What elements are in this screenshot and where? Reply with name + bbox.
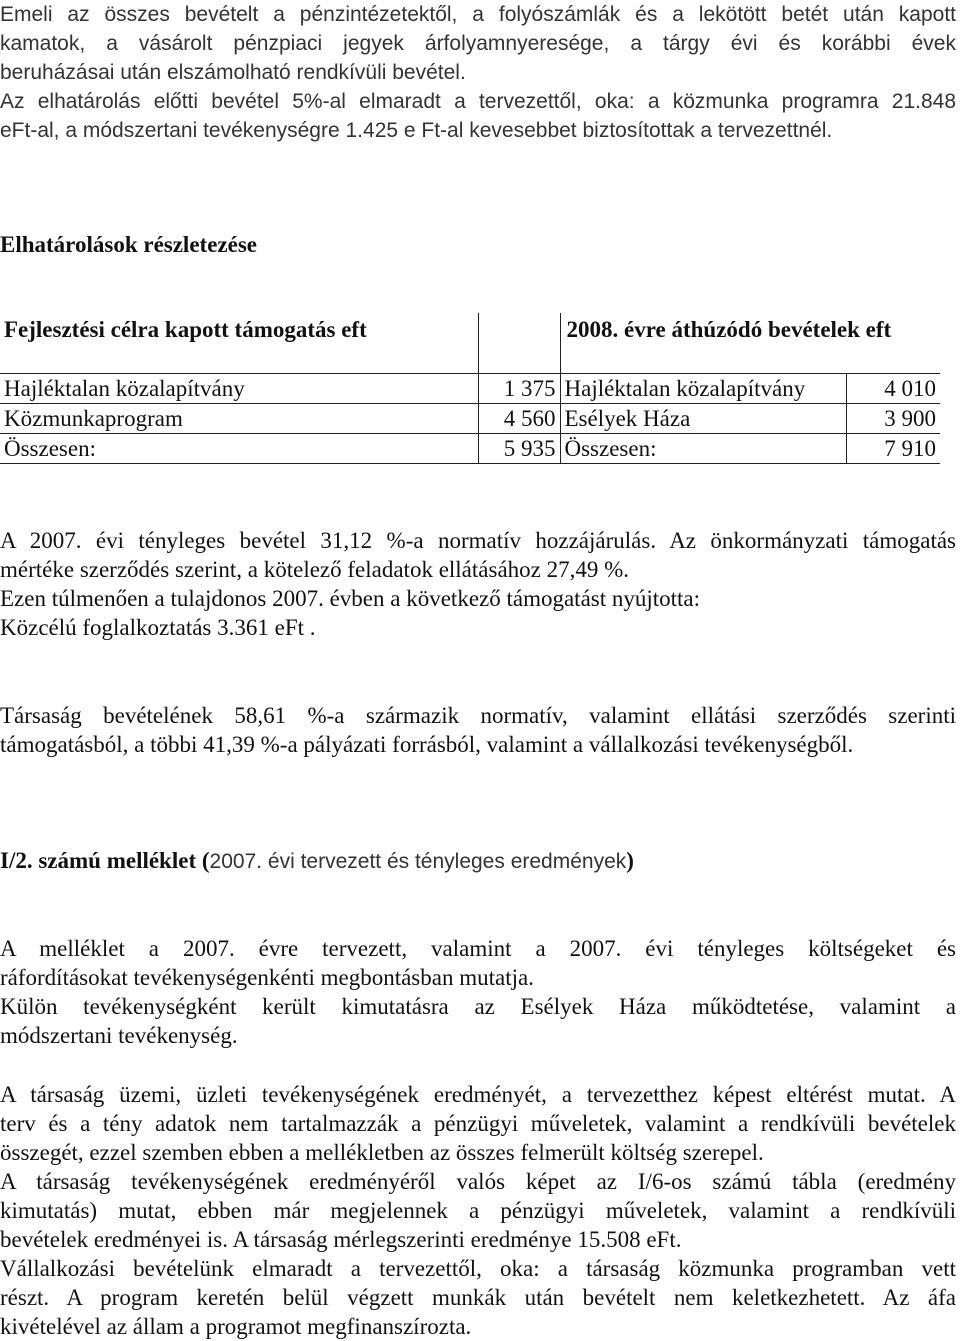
text-line: kimutatás) mutat, ebben már megjelennek a pénzügyi műveletek, valamint a rendkívüli [0,1198,956,1223]
text-line: mértéke szerződés szerint, a kötelező feladatok ellátásához 27,49 %. [0,557,630,582]
text-line: A társaság tevékenységének eredményéről valós képet az I/6-os számú tábla (eredmény [0,1169,956,1194]
right-header: 2008. évre áthúzódó bevételek eft [566,317,892,342]
left-header-cell [0,313,478,374]
right-label: Hajléktalan közalapítvány [560,374,846,404]
right-value: 7 910 [846,434,940,464]
table-row [0,404,940,434]
left-header: Fejlesztési célra kapott támogatás eft [4,317,367,342]
text-line: Vállalkozási bevételünk elmaradt a tervezettől, oka: a társaság közmunka programban vett [0,1256,956,1281]
paragraph-revenue-share [0,701,956,759]
table-row [0,374,940,404]
section-title-text: Elhatárolások részletezése [0,232,257,257]
text-line: ráfordításokat tevékenységenkénti megbontásban mutatja. [0,965,534,990]
right-label: Összesen: [560,434,846,464]
right-value: 3 900 [846,404,940,434]
text-line: módszertani tevékenység. [0,1023,238,1048]
intro-line: eFt-al, a módszertani tevékenységre 1.425 e Ft-al kevesebbet biztosítottak a tervezettnél. [0,119,833,142]
paragraph-2007 [0,526,956,642]
annex-heading-bold: I/2. számú melléklet ( [0,848,210,873]
text-line: A 2007. évi tényleges bevétel 31,12 %-a normatív hozzájárulás. Az önkormányzati támogatás [0,528,956,553]
left-header-value-cell [478,313,560,374]
text-line: Közcélú foglalkoztatás 3.361 eFt . [0,615,316,640]
text-line: A társaság üzemi, üzleti tevékenységének eredményét, a tervezetthez képest eltérést mutat. A [0,1082,956,1107]
left-value: 1 375 [478,374,560,404]
left-label: Összesen: [0,434,478,464]
text-line: A melléklet a 2007. évre tervezett, valamint a 2007. évi tényleges költségeket és [0,936,956,961]
section-title [0,230,956,259]
annex-heading-normal: 2007. évi tervezett és tényleges eredmények [209,850,627,873]
annex-heading-close: ) [626,848,634,873]
left-value: 4 560 [478,404,560,434]
paragraph-results [0,1080,956,1341]
text-line: Ezen túlmenően a tulajdonos 2007. évben a következő támogatást nyújtotta: [0,586,701,611]
text-line: terv és a tény adatok nem tartalmazzák a pénzügyi műveletek, valamint a rendkívüli bevételek [0,1111,956,1136]
text-line: támogatásból, a többi 41,39 %-a pályázati forrásból, valamint a vállalkozási tevékenységből. [0,732,854,757]
left-label: Hajléktalan közalapítvány [0,374,478,404]
text-line: bevételek eredményei is. A társaság mérlegszerinti eredménye 15.508 eFt. [0,1227,682,1252]
intro-line: kamatok, a vásárolt pénzpiaci jegyek árfolyamnyeresége, a tárgy évi és korábbi évek [0,32,956,55]
left-value: 5 935 [478,434,560,464]
intro-paragraph [0,0,956,145]
text-line: Társaság bevételének 58,61 %-a származik normatív, valamint ellátási szerződés szerinti [0,703,956,728]
right-value: 4 010 [846,374,940,404]
right-label: Esélyek Háza [560,404,846,434]
intro-line: Az elhatárolás előtti bevétel 5%-al elmaradt a tervezettől, oka: a közmunka programra 21.848 [0,90,956,113]
paragraph-annex [0,934,956,1050]
text-line: kivételével az állam a programot megfinanszírozta. [0,1314,472,1339]
text-line: részt. A program keretén belül végzett munkák után bevételt nem keletkezhetett. Az áfa [0,1285,956,1310]
intro-line: beruházásai után elszámolható rendkívüli bevétel. [0,61,466,84]
annex-heading [0,846,956,876]
deferrals-table [0,313,940,464]
intro-line: Emeli az összes bevételt a pénzintézetektől, a folyószámlák és a lekötött betét után kapott [0,3,956,26]
text-line: összegét, ezzel szemben ebben a mellékletben az összes felmerült költség szerepel. [0,1140,764,1165]
left-label: Közmunkaprogram [0,404,478,434]
text-line: Külön tevékenységként került kimutatásra az Esélyek Háza működtetése, valamint a [0,994,956,1019]
table-row [0,434,940,464]
table-header-row [0,313,940,374]
right-header-cell [560,313,940,374]
annex-heading-line [0,846,956,876]
